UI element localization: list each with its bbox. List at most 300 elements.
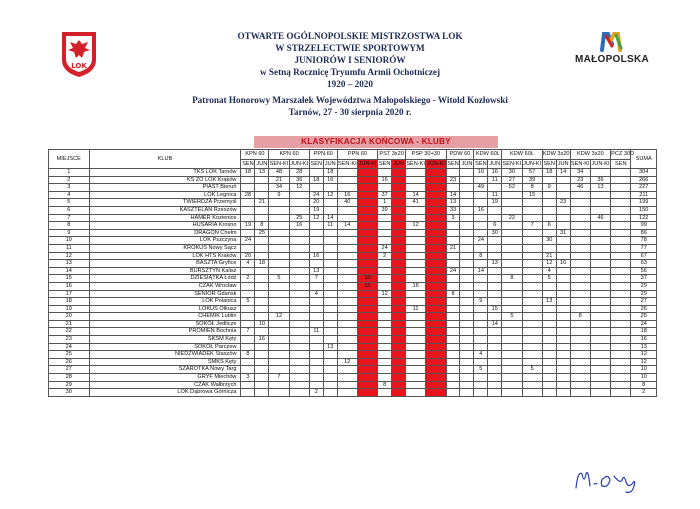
score-cell — [542, 206, 556, 214]
club-cell: KS ZO LOK Kraków — [89, 176, 241, 184]
score-cell — [241, 206, 255, 214]
score-cell — [378, 237, 392, 245]
header-line: JUNIORÓW I SENIORÓW — [294, 55, 406, 65]
score-cell: 6 — [488, 222, 502, 230]
column-group-header: KDW 60L — [502, 150, 543, 160]
score-cell — [426, 275, 446, 283]
score-cell — [460, 214, 474, 222]
score-cell — [556, 343, 570, 351]
score-cell — [446, 260, 460, 268]
score-cell — [337, 343, 357, 351]
column-subheader: JUN — [461, 160, 473, 167]
score-cell — [337, 267, 357, 275]
score-cell — [269, 298, 289, 306]
score-cell — [309, 336, 323, 344]
score-cell — [611, 191, 631, 199]
score-cell — [611, 176, 631, 184]
score-cell — [611, 222, 631, 230]
score-cell: 24 — [378, 244, 392, 252]
score-cell — [446, 343, 460, 351]
score-cell — [255, 343, 269, 351]
score-cell — [611, 389, 631, 397]
score-cell: 16 — [323, 176, 337, 184]
score-cell — [474, 389, 488, 397]
score-cell — [474, 275, 488, 283]
score-cell — [309, 184, 323, 192]
score-cell — [542, 336, 556, 344]
malopolska-m-icon — [566, 28, 658, 54]
score-cell — [460, 275, 474, 283]
score-cell — [323, 381, 337, 389]
score-cell — [502, 237, 522, 245]
score-cell — [392, 343, 406, 351]
score-cell — [309, 229, 323, 237]
club-cell: LOK Legnica — [89, 191, 241, 199]
score-cell — [392, 351, 406, 359]
score-cell — [590, 358, 610, 366]
place-cell: 12 — [49, 252, 90, 260]
column-subheader: SEN — [378, 160, 391, 167]
score-cell — [269, 351, 289, 359]
score-cell — [570, 343, 590, 351]
score-cell — [255, 267, 269, 275]
score-cell — [269, 282, 289, 290]
score-cell — [392, 282, 406, 290]
score-cell — [357, 358, 377, 366]
table-row — [49, 267, 657, 275]
column-subheader: SEN-KI — [570, 160, 590, 167]
score-cell — [426, 343, 446, 351]
score-cell — [460, 305, 474, 313]
score-cell — [556, 176, 570, 184]
table-row — [49, 313, 657, 321]
score-cell: 20 — [241, 252, 255, 260]
score-cell — [269, 252, 289, 260]
score-cell — [241, 184, 255, 192]
column-header-sum: SUMA — [631, 150, 657, 169]
score-cell — [406, 206, 426, 214]
score-cell — [241, 305, 255, 313]
score-cell: 3 — [446, 214, 460, 222]
score-cell — [522, 351, 542, 359]
place-cell: 8 — [49, 222, 90, 230]
score-cell — [337, 169, 357, 177]
score-cell — [392, 381, 406, 389]
column-subheader: SEN-KI — [337, 160, 357, 167]
score-cell: 2 — [378, 252, 392, 260]
score-cell — [255, 313, 269, 321]
score-cell — [309, 343, 323, 351]
score-cell — [460, 222, 474, 230]
place-cell: 22 — [49, 328, 90, 336]
score-cell — [611, 381, 631, 389]
score-cell — [460, 282, 474, 290]
score-cell — [488, 358, 502, 366]
table-row — [49, 206, 657, 214]
column-subheader: JUN-KI — [426, 160, 445, 167]
score-cell — [357, 199, 377, 207]
score-cell — [357, 313, 377, 321]
club-cell: HAMER Kozienice — [89, 214, 241, 222]
score-cell: 11 — [357, 282, 377, 290]
score-cell — [426, 237, 446, 245]
score-cell — [522, 358, 542, 366]
score-cell — [426, 320, 446, 328]
score-cell — [323, 320, 337, 328]
score-cell — [542, 290, 556, 298]
score-cell — [522, 260, 542, 268]
score-cell — [357, 237, 377, 245]
score-cell — [611, 351, 631, 359]
score-cell — [522, 244, 542, 252]
club-cell: DZIESIĄTKA Łódź — [89, 275, 241, 283]
score-cell — [488, 336, 502, 344]
score-cell: 28 — [241, 191, 255, 199]
score-cell — [570, 260, 590, 268]
score-cell — [337, 260, 357, 268]
score-cell: 18 — [309, 176, 323, 184]
score-cell: 23 — [556, 199, 570, 207]
score-cell — [323, 366, 337, 374]
score-cell: 19 — [241, 222, 255, 230]
score-cell — [309, 381, 323, 389]
score-cell — [392, 328, 406, 336]
score-cell — [357, 336, 377, 344]
column-group-header: KPN 60 — [241, 150, 269, 160]
score-cell: 24 — [241, 237, 255, 245]
score-cell: 30 — [488, 229, 502, 237]
score-cell — [289, 389, 309, 397]
score-cell — [269, 244, 289, 252]
table-row — [49, 275, 657, 283]
score-cell — [590, 206, 610, 214]
score-cell — [570, 275, 590, 283]
score-cell — [460, 169, 474, 177]
score-cell — [460, 260, 474, 268]
score-cell — [289, 199, 309, 207]
table-row — [49, 169, 657, 177]
score-cell — [241, 358, 255, 366]
score-cell — [474, 374, 488, 382]
score-cell — [337, 176, 357, 184]
score-cell — [255, 191, 269, 199]
score-cell — [570, 282, 590, 290]
place-cell: 14 — [49, 267, 90, 275]
score-cell — [241, 214, 255, 222]
score-cell — [357, 374, 377, 382]
place-cell: 18 — [49, 298, 90, 306]
score-cell — [590, 169, 610, 177]
score-cell — [269, 305, 289, 313]
score-cell — [460, 358, 474, 366]
score-cell — [269, 290, 289, 298]
score-cell — [590, 351, 610, 359]
place-cell: 10 — [49, 237, 90, 245]
score-cell: 27 — [502, 176, 522, 184]
score-cell — [255, 358, 269, 366]
score-cell — [474, 191, 488, 199]
score-cell — [337, 320, 357, 328]
score-cell — [611, 366, 631, 374]
lok-eagle-shield-icon — [60, 30, 98, 78]
score-cell: 8 — [241, 351, 255, 359]
score-cell: 24 — [474, 237, 488, 245]
score-cell — [590, 336, 610, 344]
score-cell: 7 — [269, 374, 289, 382]
score-cell — [289, 206, 309, 214]
table-row — [49, 328, 657, 336]
score-cell — [323, 351, 337, 359]
score-cell — [309, 320, 323, 328]
score-cell — [460, 343, 474, 351]
score-cell — [337, 328, 357, 336]
score-cell: 28 — [289, 169, 309, 177]
column-subheader: SEN — [543, 160, 555, 167]
score-cell — [474, 214, 488, 222]
score-cell: 15 — [522, 191, 542, 199]
table-row — [49, 282, 657, 290]
score-cell — [474, 381, 488, 389]
club-cell: CZAK Wrocław — [89, 282, 241, 290]
score-cell — [522, 313, 542, 321]
score-cell — [426, 313, 446, 321]
score-cell — [474, 222, 488, 230]
sum-cell: 25 — [631, 313, 657, 321]
column-subheader: JUN — [324, 160, 336, 167]
club-cell: SZAROTKA Nowy Targ — [89, 366, 241, 374]
column-header-place: MIEJSCE — [49, 150, 90, 169]
sum-cell: 10 — [631, 374, 657, 382]
score-cell — [611, 260, 631, 268]
score-cell — [357, 244, 377, 252]
score-cell — [590, 244, 610, 252]
score-cell — [570, 214, 590, 222]
score-cell — [522, 275, 542, 283]
score-cell — [522, 328, 542, 336]
score-cell — [474, 358, 488, 366]
score-cell — [522, 290, 542, 298]
score-cell: 39 — [378, 206, 392, 214]
club-cell: LOK Pszczyna — [89, 237, 241, 245]
score-cell — [460, 184, 474, 192]
score-cell — [241, 176, 255, 184]
score-cell — [590, 267, 610, 275]
score-cell: 21 — [446, 244, 460, 252]
score-cell — [323, 389, 337, 397]
club-cell: SOKÓŁ Parczew — [89, 343, 241, 351]
score-cell — [460, 199, 474, 207]
score-cell — [392, 191, 406, 199]
table-row — [49, 222, 657, 230]
column-subheader: JUN — [489, 160, 501, 167]
score-cell — [392, 389, 406, 397]
score-cell — [570, 290, 590, 298]
score-cell — [446, 252, 460, 260]
score-cell — [357, 214, 377, 222]
score-cell — [426, 358, 446, 366]
score-cell — [392, 176, 406, 184]
score-cell: 16 — [309, 252, 323, 260]
club-cell: KROKUS Nowy Sącz — [89, 244, 241, 252]
score-cell — [357, 169, 377, 177]
score-cell — [590, 305, 610, 313]
score-cell — [426, 282, 446, 290]
sum-cell: 27 — [631, 298, 657, 306]
score-cell — [446, 237, 460, 245]
score-cell — [502, 282, 522, 290]
score-cell — [426, 260, 446, 268]
score-cell: 5 — [542, 275, 556, 283]
score-cell — [611, 199, 631, 207]
score-cell — [406, 169, 426, 177]
score-cell — [392, 184, 406, 192]
sum-cell: 24 — [631, 320, 657, 328]
score-cell — [502, 328, 522, 336]
score-cell: 23 — [446, 176, 460, 184]
score-cell — [289, 351, 309, 359]
score-cell — [474, 290, 488, 298]
score-cell — [269, 267, 289, 275]
score-cell: 18 — [241, 169, 255, 177]
score-cell: 13 — [590, 184, 610, 192]
score-cell — [611, 184, 631, 192]
score-cell — [570, 351, 590, 359]
score-cell: 14 — [556, 169, 570, 177]
score-cell: 34 — [570, 169, 590, 177]
score-cell — [378, 320, 392, 328]
table-row — [49, 336, 657, 344]
score-cell — [556, 214, 570, 222]
score-cell — [590, 222, 610, 230]
score-cell: 16 — [337, 191, 357, 199]
score-cell — [570, 252, 590, 260]
score-cell — [611, 244, 631, 252]
score-cell — [337, 381, 357, 389]
score-cell — [392, 260, 406, 268]
score-cell: 13 — [323, 343, 337, 351]
score-cell — [255, 252, 269, 260]
score-cell — [323, 199, 337, 207]
score-cell — [590, 343, 610, 351]
club-cell: HUSARIA Krosno — [89, 222, 241, 230]
club-cell: LOK Dąbrowa Górnicza — [89, 389, 241, 397]
score-cell — [488, 366, 502, 374]
club-cell: TWIERDZA Przemyśl — [89, 199, 241, 207]
club-cell: LOK HTS Kraków — [89, 252, 241, 260]
score-cell: 20 — [309, 199, 323, 207]
score-cell — [522, 336, 542, 344]
score-cell — [241, 336, 255, 344]
score-cell — [502, 222, 522, 230]
score-cell — [378, 343, 392, 351]
score-cell — [542, 282, 556, 290]
score-cell: 36 — [590, 176, 610, 184]
score-cell: 12 — [406, 222, 426, 230]
score-cell — [611, 275, 631, 283]
score-cell — [378, 358, 392, 366]
score-cell — [323, 282, 337, 290]
score-cell — [570, 298, 590, 306]
sum-cell: 2 — [631, 389, 657, 397]
score-cell — [542, 374, 556, 382]
score-cell — [309, 244, 323, 252]
score-cell — [460, 381, 474, 389]
score-cell — [337, 290, 357, 298]
score-cell — [357, 381, 377, 389]
table-row — [49, 176, 657, 184]
score-cell — [269, 389, 289, 397]
table-title: KLASYFIKACJA KOŃCOWA - KLUBY — [254, 136, 498, 148]
score-cell: 23 — [570, 176, 590, 184]
score-cell — [611, 298, 631, 306]
score-cell — [542, 328, 556, 336]
score-cell: 2 — [309, 389, 323, 397]
score-cell — [474, 336, 488, 344]
score-cell — [337, 252, 357, 260]
score-cell — [289, 290, 309, 298]
score-cell — [488, 290, 502, 298]
score-cell — [488, 252, 502, 260]
score-cell: 13 — [255, 169, 269, 177]
score-cell — [357, 328, 377, 336]
score-cell — [590, 290, 610, 298]
score-cell — [309, 169, 323, 177]
score-cell — [446, 336, 460, 344]
header-line: 1920 – 2020 — [327, 79, 373, 89]
score-cell — [446, 328, 460, 336]
place-cell: 9 — [49, 229, 90, 237]
score-cell — [323, 374, 337, 382]
score-cell — [269, 260, 289, 268]
score-cell — [522, 206, 542, 214]
score-cell — [323, 267, 337, 275]
score-cell — [323, 184, 337, 192]
score-cell — [488, 282, 502, 290]
place-cell: 7 — [49, 214, 90, 222]
score-cell — [406, 176, 426, 184]
svg-text:LOK: LOK — [71, 62, 87, 70]
score-cell: 13 — [542, 298, 556, 306]
score-cell — [378, 328, 392, 336]
score-cell — [392, 313, 406, 321]
score-cell — [323, 229, 337, 237]
column-group-header: KDW 60L — [475, 151, 500, 157]
score-cell — [542, 191, 556, 199]
club-cell: LOK Polanica — [89, 298, 241, 306]
column-subheader: SEN-KI — [269, 160, 289, 167]
sum-cell: 26 — [631, 305, 657, 313]
score-cell — [488, 313, 502, 321]
score-cell — [502, 229, 522, 237]
score-cell — [337, 184, 357, 192]
score-cell: 11 — [488, 176, 502, 184]
score-cell — [406, 381, 426, 389]
score-cell — [255, 381, 269, 389]
score-cell: 39 — [522, 176, 542, 184]
score-cell: 8 — [446, 290, 460, 298]
score-cell — [378, 366, 392, 374]
score-cell — [611, 206, 631, 214]
score-cell — [611, 328, 631, 336]
club-cell: DRAGON Chełm — [89, 229, 241, 237]
score-cell — [446, 184, 460, 192]
table-row — [49, 320, 657, 328]
score-cell — [241, 381, 255, 389]
score-cell — [269, 214, 289, 222]
score-cell — [426, 206, 446, 214]
score-cell — [426, 199, 446, 207]
score-cell: 8 — [570, 313, 590, 321]
